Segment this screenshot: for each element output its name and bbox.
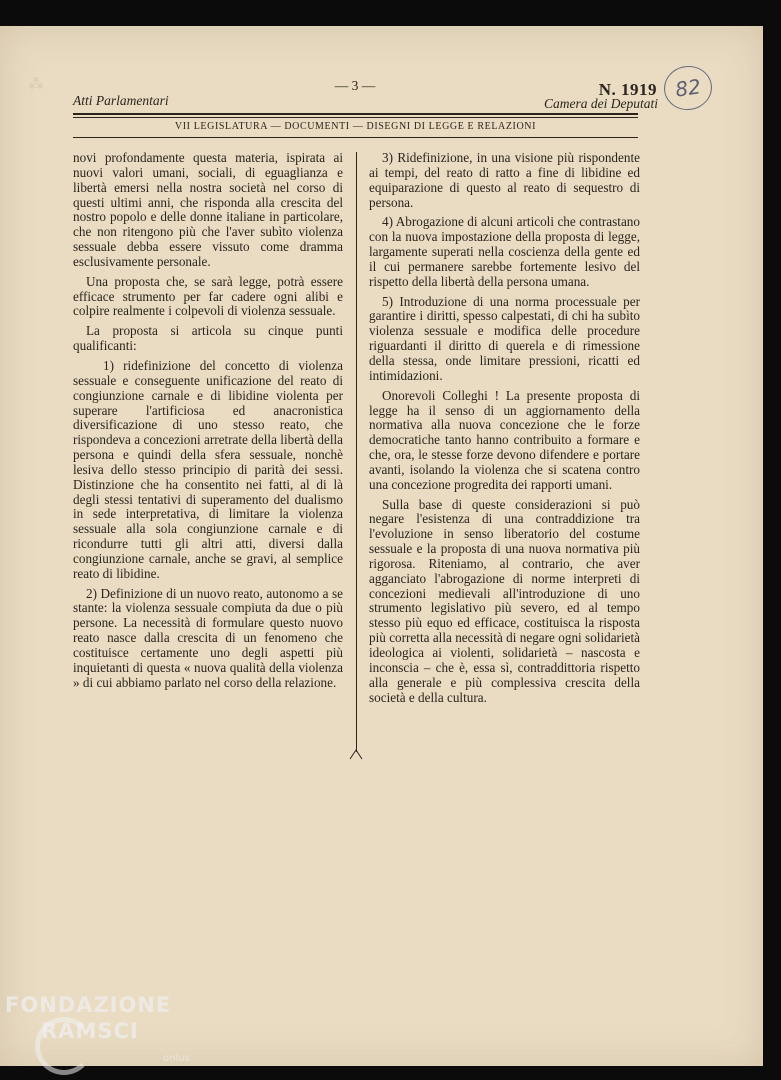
column-divider: [356, 152, 357, 752]
watermark-suffix: onlus: [163, 1053, 190, 1064]
header-left: Atti Parlamentari: [73, 93, 169, 108]
right-paragraph-2: 4) Abrogazione di alcuni articoli che contrastano con la nuova impostazione della proposta di legge, largamente superati nella coscienza della gente ed il cui permanere sarebbe fortemente lesivo del rispetto della libertà della persona umana.: [369, 214, 640, 289]
header-right: Camera dei Deputati: [544, 96, 658, 111]
page-number: — 3 —: [334, 78, 376, 93]
right-paragraph-3: 5) Introduzione di una norma processuale per garantire i diritti, spesso calpestati, di chi ha subìto violenza sessuale e modifica delle procedure riguardanti il diritto di querela e di rimessione della stessa, onde limitare pressioni, ricatti ed intimidazioni.: [369, 293, 640, 383]
left-paragraph-5: 2) Definizione di un nuovo reato, autonomo a se stante: la violenza sessuale compiuta da due o più persone. La necessità di formulare questo nuovo reato nasce dalla crescita di un fenomeno che costituisce certamente uno degli aspetti più inquietanti di questa « nuova qualità della violenza » di cui abbiamo parlato nel corso della relazione.: [73, 585, 343, 690]
header-rule-thick: [73, 113, 638, 115]
watermark-line2: RAMSCI: [41, 1019, 139, 1043]
watermark-g-logo-icon: [35, 1017, 93, 1075]
subheader-rule: [73, 137, 638, 138]
left-paragraph-1: novi profondamente questa materia, ispirata ai nuovi valori umani, sociali, di eguaglianza e libertà emersi nella nostra società nel corso di questi ultimi anni, che risponda alla crescita del nostro popolo e delle donne italiane in particolare, che non ritengono più che l'aver subìto violenza sessuale debba essere vissuto come dramma esclusivamente personale.: [73, 150, 343, 269]
right-paragraph-4: Onorevoli Colleghi ! La presente proposta di legge ha il senso di un aggiornamento della normativa alla nuova concezione che le forze democratiche tanto hanno contribuito a formare e che, ora, le stesse forze devono difendere e portare avanti, isolando la violenza che si scatena contro una concezione progredita dei rapporti umani.: [369, 387, 640, 492]
subheader: VII LEGISLATURA — DOCUMENTI — DISEGNI DI LEGGE E RELAZIONI: [174, 121, 537, 132]
divider-end-mark: [349, 748, 363, 760]
header-rule-thin: [73, 117, 638, 118]
left-paragraph-2: Una proposta che, se sarà legge, potrà essere efficace strumento per far cadere ogni alibi e colpire realmente i colpevoli di violenza sessuale.: [73, 273, 343, 319]
page-stamp: 82: [661, 63, 715, 113]
right-paragraph-5: Sulla base di queste considerazioni si può negare l'esistenza di una contraddizione tra l'evoluzione in senso liberatorio del costume sessuale e la proposta di una nuova normativa più rigorosa. Riteniamo, al contrario, che aver agganciato l'abrogazione di norme interpreti di concezioni medievali all'introduzione di uno strumento legislativo più severo, ed al tempo stesso più equo ed efficace, costituisca la risposta più corretta alla necessità di negare ogni solidarietà ideologica ai violenti, solidarietà – nascosta e inconscia – che è, essa sì, contraddittoria rispetto alla generale e più complessiva crescita della società e della cultura.: [369, 496, 640, 705]
left-paragraph-3: La proposta si articola su cinque punti qualificanti:: [73, 323, 343, 354]
right-paragraph-1: 3) Ridefinizione, in una visione più rispondente ai tempi, del reato di ratto a fine di libidine ed equiparazione di questo al reato di sequestro di persona.: [369, 150, 640, 210]
left-column: [73, 151, 343, 696]
fondazione-gramsci-watermark: [5, 993, 190, 1064]
left-paragraph-4: 1) ridefinizione del concetto di violenza sessuale e conseguente unificazione del reato di congiunzione carnale e di libidine violenta per superare l'artificiosa ed anacronistica diversificazione di uno stesso reato, che rispondeva a concezioni arretrate della libertà della persona e quindi della sfera sessuale, nonchè lesiva dello stesso principio di parità dei sessi. Distinzione che ha consentito nei fatti, al di là degli stessi tentativi di superamento del dualismo in sede interpretativa, di limitare la violenza sessuale alla sola congiunzione carnale e di ricondurre tutti gli altri atti, diversi dalla congiunzione carnale, anche se gravi, al semplice reato di libidine.: [73, 357, 343, 581]
document-number: N. 1919: [598, 80, 657, 99]
faint-pencil-mark: ⁂: [28, 74, 44, 93]
right-column: [369, 151, 640, 710]
watermark-line1: FONDAZIONE: [5, 993, 172, 1017]
